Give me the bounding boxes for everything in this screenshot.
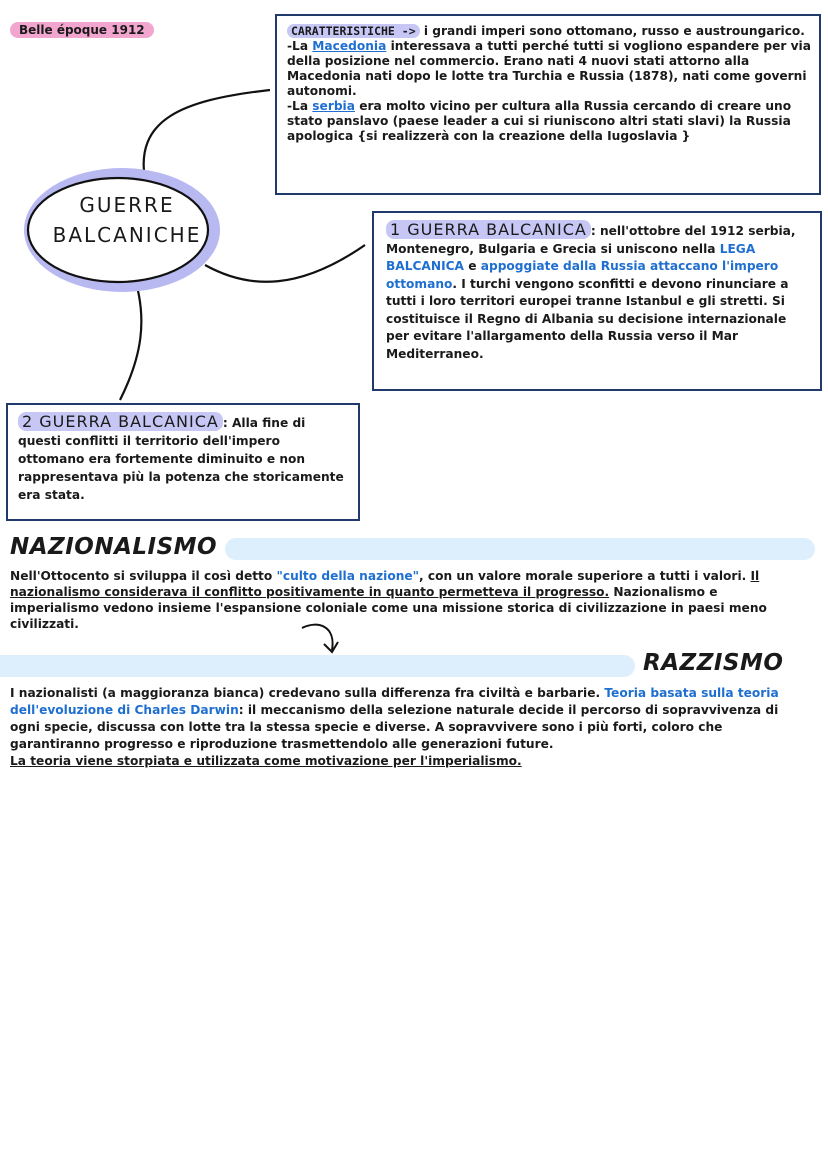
- serbia-text: era molto vicino per cultura alla Russia cercando di creare uno stato panslavo (paese leader a cui si riuniscono altri stati slavi) la Russia apologica {si realizzerà con la creazione della Iugoslavia }: [287, 99, 792, 143]
- caratteristiche-intro: i grandi imperi sono ottomano, russo e austroungarico.: [419, 24, 805, 38]
- date-tag: Belle époque 1912: [10, 22, 154, 38]
- guerra2-title: 2 GUERRA BALCANICA: [18, 412, 223, 431]
- nazionalismo-title: NAZIONALISMO: [10, 534, 218, 560]
- guerra2-text: : Alla fine di questi conflitti il territorio dell'impero ottomano era fortemente diminuito e non rappresentava più la potenza che storicamente era stata.: [18, 416, 344, 502]
- guerra1-title: 1 GUERRA BALCANICA: [386, 220, 591, 239]
- lega-balcanica: LEGA BALCANICA: [386, 241, 756, 273]
- razzismo-title: RAZZISMO: [643, 650, 784, 676]
- caratteristiche-label: CARATTERISTICHE ->: [287, 24, 420, 38]
- connector-right: [205, 245, 365, 282]
- razzismo-last: La teoria viene storpiata e utilizzata come motivazione per l'imperialismo.: [10, 754, 522, 768]
- center-title-line1: GUERRE: [79, 193, 175, 217]
- guerra1-russia: appoggiate dalla Russia attaccano l'impero ottomano: [386, 259, 779, 291]
- guerra1-box: [372, 211, 822, 391]
- razzismo-paragraph: [10, 685, 805, 770]
- nazionalismo-text1: Nell'Ottocento si sviluppa il così detto: [10, 569, 277, 583]
- macedonia-pre: -La: [287, 39, 313, 53]
- nazionalismo-text2: , con un valore morale superiore a tutti i valori.: [419, 569, 751, 583]
- teoria-basata: Teoria basata: [604, 686, 697, 700]
- guerra2-box: [6, 403, 360, 521]
- center-title-line2: BALCANICHE: [52, 223, 202, 247]
- macedonia-link: Macedonia: [312, 39, 387, 53]
- razzismo-bar: [0, 655, 635, 677]
- teoria-darwin: sulla teoria dell'evoluzione di Charles Darwin: [10, 686, 779, 717]
- nazionalismo-text3: Nazionalismo e imperialismo vedono insieme l'espansione coloniale come una missione storica di civilizzazione in paesi meno civilizzati.: [10, 585, 767, 631]
- arrow-down-icon: [298, 620, 348, 660]
- connector-top: [144, 90, 270, 180]
- serbia-pre: -La: [287, 99, 313, 113]
- macedonia-text: interessava a tutti perché tutti si vogliono espandere per via della posizione nel commercio. Erano nati 4 nuovi stati attorno alla Macedonia nati dopo le lotte tra Turchia e Russia (1878), nati come governi autonomi.: [287, 39, 811, 98]
- razzismo-text2: : il meccanismo della selezione naturale decide il percorso di sopravvivenza di ogni specie, discussa con lotte tra la stessa specie e diverse. A sopravvivere sono i più forti, coloro che garantiranno progresso e riproduzione trasmettendolo alle generazioni future.: [10, 703, 779, 751]
- guerra1-text2: e: [463, 259, 481, 273]
- caratteristiche-box: [275, 14, 821, 195]
- nazionalismo-paragraph: [10, 568, 800, 632]
- culto-nazione: "culto della nazione": [276, 569, 420, 583]
- guerra1-text3: . I turchi vengono sconfitti e devono rinunciare a tutti i loro territori europei tranne Istanbul e gli stretti. Si costituisce il Regno di Albania su decisione internazionale per evitare l'allargamento della Russia verso il Mar Mediterraneo.: [386, 276, 789, 361]
- center-title: [52, 190, 202, 250]
- nazionalismo-bar: [225, 538, 815, 560]
- nazionalismo-underlined: Il nazionalismo considerava il conflitto positivamente in quanto permetteva il progresso.: [10, 569, 760, 599]
- razzismo-text1: I nazionalisti (a maggioranza bianca) credevano sulla differenza fra civiltà e barbarie.: [10, 686, 605, 700]
- guerra1-text1: : nell'ottobre del 1912 serbia, Montenegro, Bulgaria e Grecia si uniscono nella: [386, 224, 796, 256]
- serbia-link: serbia: [312, 99, 355, 113]
